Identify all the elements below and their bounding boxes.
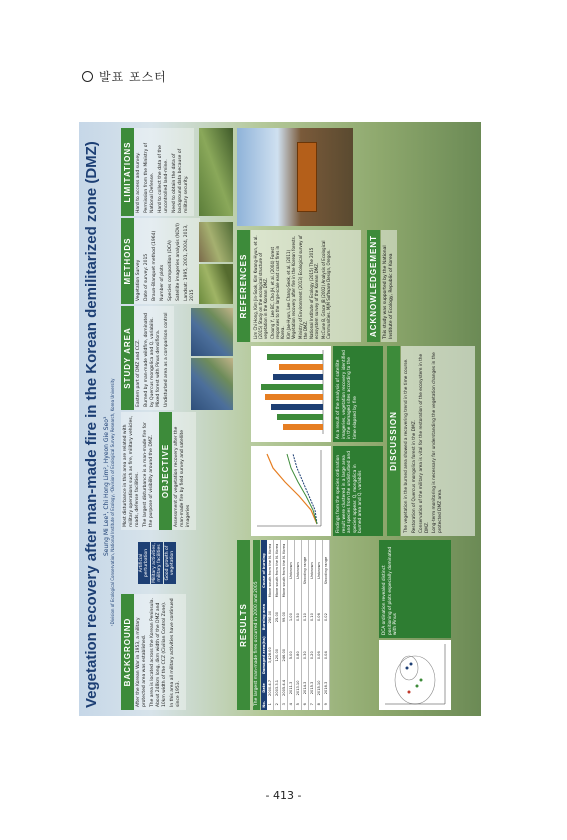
methods-text: Satellite imageries analysis (NDVI) — [176, 223, 181, 301]
methods-heading: METHODS — [121, 218, 134, 304]
map-image — [191, 358, 233, 410]
table-cell: Unknown — [295, 540, 302, 601]
table-header: Date — [261, 677, 267, 698]
table-cell: Unknown — [316, 540, 323, 601]
table-cell: 3,428.00 — [267, 633, 274, 677]
table-cell: 3 — [281, 699, 288, 710]
study-area-heading: STUDY AREA — [121, 306, 134, 410]
plot-point — [420, 679, 423, 682]
group-photo — [237, 128, 353, 226]
table-cell: 6 — [302, 699, 309, 710]
background-text: After the Korean War in 1953, a military protected area was established. — [136, 617, 147, 707]
table-caption: The largest man-made fires occurred in 2000 and 2005 — [253, 540, 260, 710]
poster-title: Vegetation recovery after man-made fire in the Korean demilitarized zone (DMZ) — [83, 141, 100, 708]
table-row — [323, 540, 330, 710]
table-cell: 0.10 — [302, 601, 309, 633]
objective-text: Assessment of vegetation recovery after the man-made fire by field survey and satellite imageries — [174, 426, 191, 527]
dca-plot — [379, 640, 451, 710]
poster-affiliation: ¹Division of Ecological Conservation, National Institute of Ecology, ²Division of Ecological Survey Research, Korea University — [110, 378, 115, 626]
objective-heading: OBJECTIVE — [159, 412, 172, 530]
limitations-heading: LIMITATIONS — [121, 128, 134, 216]
table-cell: 2015.3 — [309, 677, 316, 698]
table-cell: Move south from the N. Korea — [274, 540, 281, 601]
table-header: Cause of burning — [261, 540, 267, 601]
limitations-section — [121, 128, 194, 216]
table-header: Damaged area(ha) — [261, 633, 267, 677]
acknowledgement-heading: ACKNOWLEDGEMENT — [367, 230, 380, 342]
field-photo — [199, 128, 233, 216]
limitations-text: Hard to access and survey. — [136, 152, 141, 213]
line-chart-svg — [251, 446, 331, 536]
discussion-text: Conservation of the military area is vital for the restoration of the ecosystem in the DMZ. — [419, 353, 430, 533]
table-cell: 2011.3 — [288, 677, 295, 698]
table-cell: Move south from the N. Korea — [267, 540, 274, 601]
section-heading-text: 발표 포스터 — [99, 70, 167, 84]
bar — [267, 354, 323, 360]
page-number: - 413 - — [265, 789, 302, 802]
recovery-line-chart — [251, 446, 331, 536]
table-cell: Unknown — [288, 540, 295, 601]
study-area-text: Eastern part of DMZ and CCZ. — [136, 339, 141, 407]
bar — [279, 364, 323, 370]
poster-authors: Seung Mi Lee¹, Chi Hong Lim², Hyeon Gie Seo³ — [103, 416, 110, 556]
methods-text: Species composition (DCA) — [168, 240, 173, 301]
findings-note: Findings from the species ordination result were clustered in a large area and species from the undisturbed and species appear. Q. mongolica in burned area and Q. variabilis — [333, 446, 383, 536]
discussion-text: Restoration of Quercus mongolica forest in the DMZ. — [411, 419, 417, 533]
table-cell: 0.80 — [295, 633, 302, 677]
table-cell: Shooting range — [323, 540, 330, 601]
keyword-box — [137, 532, 177, 594]
references-body — [251, 230, 361, 342]
map-image — [191, 308, 233, 356]
plot-point — [410, 663, 413, 666]
table-cell: 0.06 — [316, 633, 323, 677]
references-heading: REFERENCES — [237, 230, 250, 342]
limitations-text: Hard to collect the data of the uncontrolled land-mine. — [158, 145, 169, 213]
dca-note: DCA ordination revealed distinct positioning of plots especially dominated with Pinus — [379, 540, 451, 638]
table-cell: 2016.3 — [323, 677, 330, 698]
results-heading: RESULTS — [237, 540, 250, 710]
table-cell: 2015.10 — [316, 677, 323, 698]
limitations-text: Permission from the Ministry of National Defense. — [144, 142, 155, 213]
table-row — [281, 540, 288, 710]
field-photo — [199, 264, 233, 304]
acknowledgement-text: This study was supported by the National Institute of Ecology, Republic of Korea — [381, 230, 397, 342]
bar-note: As a result of the analysis of satellite imageries, vegetation recovery identified in the damaged sites according to the time elapsed by fire — [333, 346, 383, 442]
table-cell: 0.06 — [316, 601, 323, 633]
discussion-text: Long-term monitoring is necessary for understanding the vegetation changes in the protected DMZ area. — [432, 352, 443, 533]
reference-item: McCune B, Grace JB (2002) Analysis of Ecological Communities. MjM Software Design, Oregon. — [320, 240, 331, 339]
keyword-label: Artificial perturbation — [138, 542, 150, 584]
methods-text: Landsat: 1995, 2001, 2004, 2013, 2015 — [184, 224, 195, 301]
table-cell: Shooting range — [302, 540, 309, 601]
table-header: No. — [261, 699, 267, 710]
table-cell: 2013.10 — [295, 677, 302, 698]
references-section — [237, 230, 250, 342]
field-photo — [199, 222, 233, 262]
series-line — [267, 454, 317, 524]
study-area-text: Undisturbed area as a comparison control — [164, 312, 169, 407]
bar-chart-svg — [251, 346, 331, 442]
table-cell: 120.00 — [274, 633, 281, 677]
series-line — [293, 454, 317, 524]
table-cell: 99.00 — [281, 601, 288, 633]
bar — [273, 374, 323, 380]
table-cell: 0.20 — [309, 633, 316, 677]
objective-text: Most disturbance in this area are related with military operations such as fire, military vehicles, roads, defense facilities. — [123, 415, 140, 527]
table-cell: 246.00 — [281, 633, 288, 677]
table-cell: 1.00 — [288, 601, 295, 633]
table-cell: 25.00 — [274, 601, 281, 633]
table-row — [274, 540, 281, 710]
background-text: In this area all military activities have continued since 1953. — [170, 598, 181, 707]
table-cell: 2000.4.7 — [267, 677, 274, 698]
banner-sign — [297, 142, 317, 212]
keyword-label: Good growth of vegetation — [164, 542, 176, 584]
table-cell: 250.00 — [267, 601, 274, 633]
circle-bullet-icon — [82, 71, 93, 82]
methods-text: Number of plots — [160, 264, 165, 301]
discussion-heading: DISCUSSION — [387, 346, 400, 536]
background-text: The area is located across the Korean Peninsula. About 248km long, 4km width of the DMZ and 10km width of the CCZ (Civilian Control Zone). — [150, 598, 167, 707]
objective-section — [121, 412, 196, 530]
acknowledgement-section — [367, 230, 380, 342]
dca-plot-svg — [379, 640, 451, 710]
table-cell: 2014.3 — [302, 677, 309, 698]
limitations-text: Need to obtain the data of background data because of military security. — [172, 148, 189, 213]
methods-text: Date of survey: 2015 — [144, 253, 149, 301]
table-header: Burning area — [261, 601, 267, 633]
bar — [261, 384, 323, 390]
table-cell: 0.30 — [302, 633, 309, 677]
table-row — [309, 540, 316, 710]
study-area-text: Burned by man-made wildfire, dominated by Quercus mongolica and Q. variabilis. Mixed forest with Pinus densiflora. — [144, 313, 161, 407]
table-cell: 4 — [288, 699, 295, 710]
table-cell: Unknown — [309, 540, 316, 601]
plot-point — [408, 691, 411, 694]
table-cell: 2 — [274, 699, 281, 710]
reference-item: Choung Y, Lee BC, Cho JH, et al. (2004) Forest responses to the large-scale east coast fires in Korea. — [269, 245, 285, 339]
methods-text: Vegetation Survey — [136, 259, 141, 301]
reference-item: Lim Chi Hong, Kim Jin-Sook, Kim Kwang-Hyun, et al. (2015) Study on the ecological structure of vegetation in the Korean DMZ. — [253, 235, 268, 339]
table-cell: 2005.4.4 — [281, 677, 288, 698]
table-row — [302, 540, 309, 710]
section-heading — [82, 68, 167, 85]
reference-item: Kim Jae-Hyun, Lee Chang-Seok, et al. (2011) Vegetation recovery after fire in the Korean forests. — [286, 236, 296, 339]
table-cell: 0.02 — [323, 601, 330, 633]
study-area-section — [121, 306, 174, 410]
bar — [283, 424, 323, 430]
table-row — [288, 540, 295, 710]
table-cell: 5 — [295, 699, 302, 710]
background-heading: BACKGROUND — [121, 594, 134, 710]
poster-canvas — [79, 122, 481, 716]
reference-item: National Institute of Ecology (2015) The 2015 ecosystem survey of the Korean DMZ. — [309, 247, 319, 339]
reference-item: Ministry of Environment (2013) Ecological survey of the DMZ. — [297, 235, 308, 339]
table-row — [316, 540, 323, 710]
cluster-ellipse — [400, 656, 418, 680]
table-cell: 0.04 — [323, 633, 330, 677]
bar — [277, 414, 323, 420]
table-cell: 0.50 — [295, 601, 302, 633]
table-row — [295, 540, 302, 710]
bar — [271, 404, 323, 410]
fire-table — [261, 540, 330, 710]
table-cell: 0.10 — [309, 601, 316, 633]
table-cell: 9 — [323, 699, 330, 710]
discussion-text: The vegetation in the burned area showed a recovering trend in the time course. — [404, 358, 409, 533]
methods-text: Braun-Blanquet method (1964) — [152, 230, 157, 301]
discussion-body — [401, 346, 475, 536]
ndvi-bar-chart — [251, 346, 331, 442]
background-section — [121, 594, 186, 710]
objective-text: The largest disturbance is a man-made fire for the purpose of visibility around the DMZ. — [143, 422, 154, 527]
table-cell: Move south from the N. Korea — [281, 540, 288, 601]
poster-image — [79, 122, 481, 716]
table-cell: 7 — [309, 699, 316, 710]
plot-point — [416, 685, 419, 688]
table-cell: 5.00 — [288, 633, 295, 677]
table-cell: 2003.3.1 — [274, 677, 281, 698]
bar — [265, 394, 323, 400]
plot-point — [406, 667, 409, 670]
table-cell: 1 — [267, 699, 274, 710]
table-cell: 8 — [316, 699, 323, 710]
keyword-label: Military activities, military facilities — [152, 543, 162, 583]
methods-section — [121, 218, 200, 304]
discussion-section — [387, 346, 400, 536]
results-section — [237, 540, 250, 710]
